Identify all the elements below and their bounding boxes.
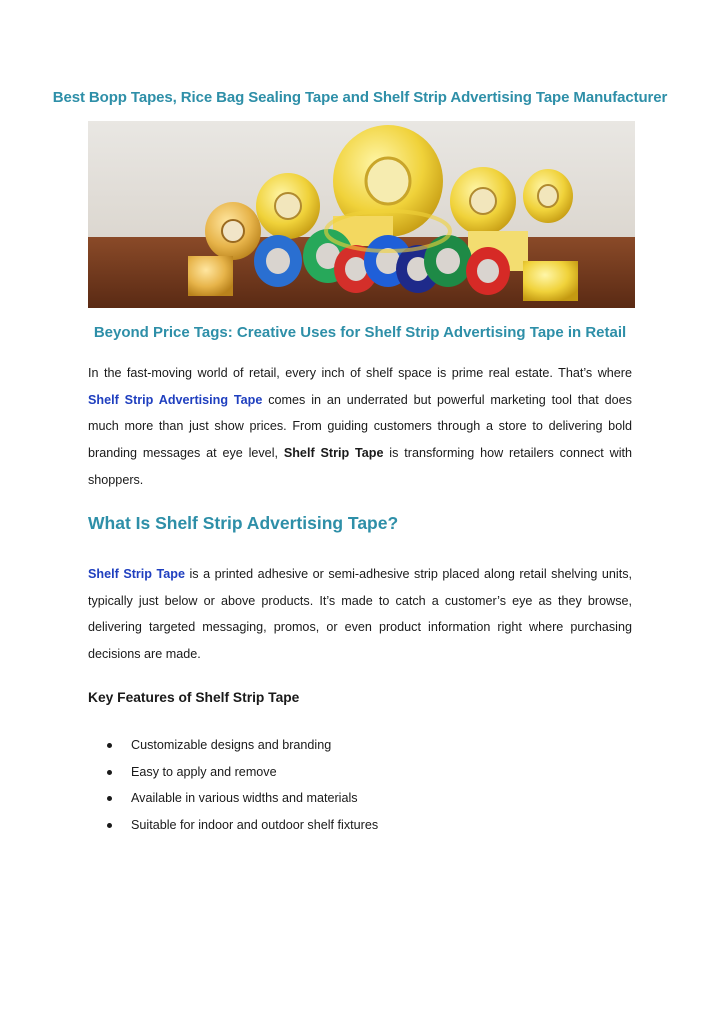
shelf-strip-advertising-tape-link[interactable]: Shelf Strip Advertising Tape	[88, 392, 263, 407]
feature-text: Easy to apply and remove	[131, 764, 277, 779]
intro-paragraph	[88, 360, 632, 494]
bullet-icon	[107, 796, 112, 801]
bullet-icon	[107, 823, 112, 828]
shelf-strip-tape-link[interactable]: Shelf Strip Tape	[88, 567, 185, 581]
bullet-icon	[107, 743, 112, 748]
definition-text: is a printed adhesive or semi-adhesive strip placed along retail shelving units, typically just below or above products. It’s made to catch a customer’s eye as they browse, delivering targeted messaging, promos, or even product information right where purchasing decisions are made.	[88, 567, 632, 662]
list-item	[88, 785, 632, 812]
list-item	[88, 812, 632, 839]
bullet-icon	[107, 770, 112, 775]
features-heading: Key Features of Shelf Strip Tape	[88, 690, 300, 705]
intro-text-2: comes in an underrated but powerful marketing tool that does much more than just show prices. From guiding customers through a store to delivering bold branding messages at eye level,	[88, 392, 632, 461]
article-subtitle: Beyond Price Tags: Creative Uses for Shelf Strip Advertising Tape in Retail	[93, 324, 627, 341]
intro-text-1: In the fast-moving world of retail, every inch of shelf space is prime real estate. That’s where	[88, 366, 632, 380]
section-heading: What Is Shelf Strip Advertising Tape?	[88, 513, 399, 533]
list-item	[88, 759, 632, 786]
intro-bold-term: Shelf Strip Tape	[283, 446, 384, 461]
intro-text-3: is transforming how retailers connect with shoppers.	[88, 446, 633, 487]
definition-paragraph	[88, 561, 632, 668]
feature-text: Suitable for indoor and outdoor shelf fixtures	[131, 818, 379, 833]
features-list	[88, 732, 632, 839]
tape-rolls-photo	[88, 121, 635, 308]
document-title: Best Bopp Tapes, Rice Bag Sealing Tape and Shelf Strip Advertising Tape Manufacturer	[52, 89, 668, 106]
list-item	[88, 732, 632, 759]
feature-text: Customizable designs and branding	[131, 738, 332, 752]
feature-text: Available in various widths and materials	[131, 791, 358, 806]
